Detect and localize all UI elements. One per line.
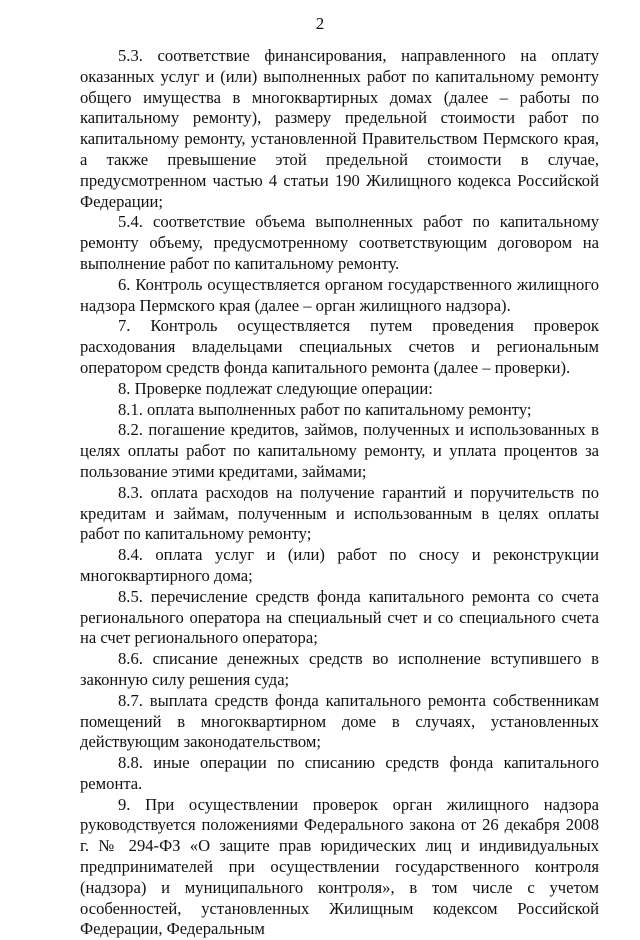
paragraph-8-6: 8.6. списание денежных средств во исполнение вступившего в законную силу решения суда; — [80, 649, 599, 689]
page-number: 2 — [315, 14, 325, 33]
paragraph-8-7: 8.7. выплата средств фонда капитального ремонта собственникам помещений в многоквартирном доме в случаях, установленных действующим законодательством; — [80, 690, 599, 752]
paragraph-5-3: 5.3. соответствие финансирования, направленного на оплату оказанных услуг и (или) выполненных работ по капитальному ремонту общего имущества в многоквартирных домах (далее – работы по капитальному ремонту), размеру предельной стоимости работ по капитальному ремонту, установленной Правительством Пермского края, а также превышение этой предельной стоимости в случае, предусмотренном частью 4 статьи 190 Жилищного кодекса Российской Федерации; — [80, 46, 599, 211]
paragraph-8-2: 8.2. погашение кредитов, займов, полученных и использованных в целях оплаты работ по капитальному ремонту, и уплата процентов за пользование этими кредитами, займами; — [80, 420, 599, 481]
paragraph-8-4: 8.4. оплата услуг и (или) работ по сносу и реконструкции многоквартирного дома; — [80, 545, 599, 585]
paragraph-5-4: 5.4. соответствие объема выполненных работ по капитальному ремонту объему, предусмотренному соответствующим договором на выполнение работ по капитальному ремонту. — [80, 212, 599, 273]
paragraph-8-3: 8.3. оплата расходов на получение гарантий и поручительств по кредитам и займам, полученным и использованным в целях оплаты работ по капитальному ремонту; — [80, 482, 599, 544]
paragraph-9: 9. При осуществлении проверок орган жилищного надзора руководствуется положениями Федерального закона от 26 декабря 2008 г. № 294-ФЗ «О защите прав юридических лиц и индивидуальных предпринимателей при осуществлении государственного контроля (надзора) и муниципального контроля», в том числе с учетом особенностей, установленных Жилищным кодексом Российской Федерации, Федеральным — [80, 794, 599, 939]
paragraph-8-1: 8.1. оплата выполненных работ по капитальному ремонту; — [118, 399, 532, 419]
paragraph-8: 8. Проверке подлежат следующие операции: — [118, 378, 433, 398]
paragraph-7: 7. Контроль осуществляется путем проведения проверок расходования владельцами специальных счетов и региональным оператором средств фонда капитального ремонта (далее – проверки). — [80, 316, 599, 377]
paragraph-6: 6. Контроль осуществляется органом государственного жилищного надзора Пермского края (далее – орган жилищного надзора). — [80, 274, 599, 315]
paragraph-8-5: 8.5. перечисление средств фонда капитального ремонта со счета регионального оператора на специальный счет и со специального счета на счет регионального оператора; — [80, 586, 599, 648]
paragraph-8-8: 8.8. иные операции по списанию средств фонда капитального ремонта. — [80, 753, 599, 793]
document-body — [80, 46, 599, 940]
